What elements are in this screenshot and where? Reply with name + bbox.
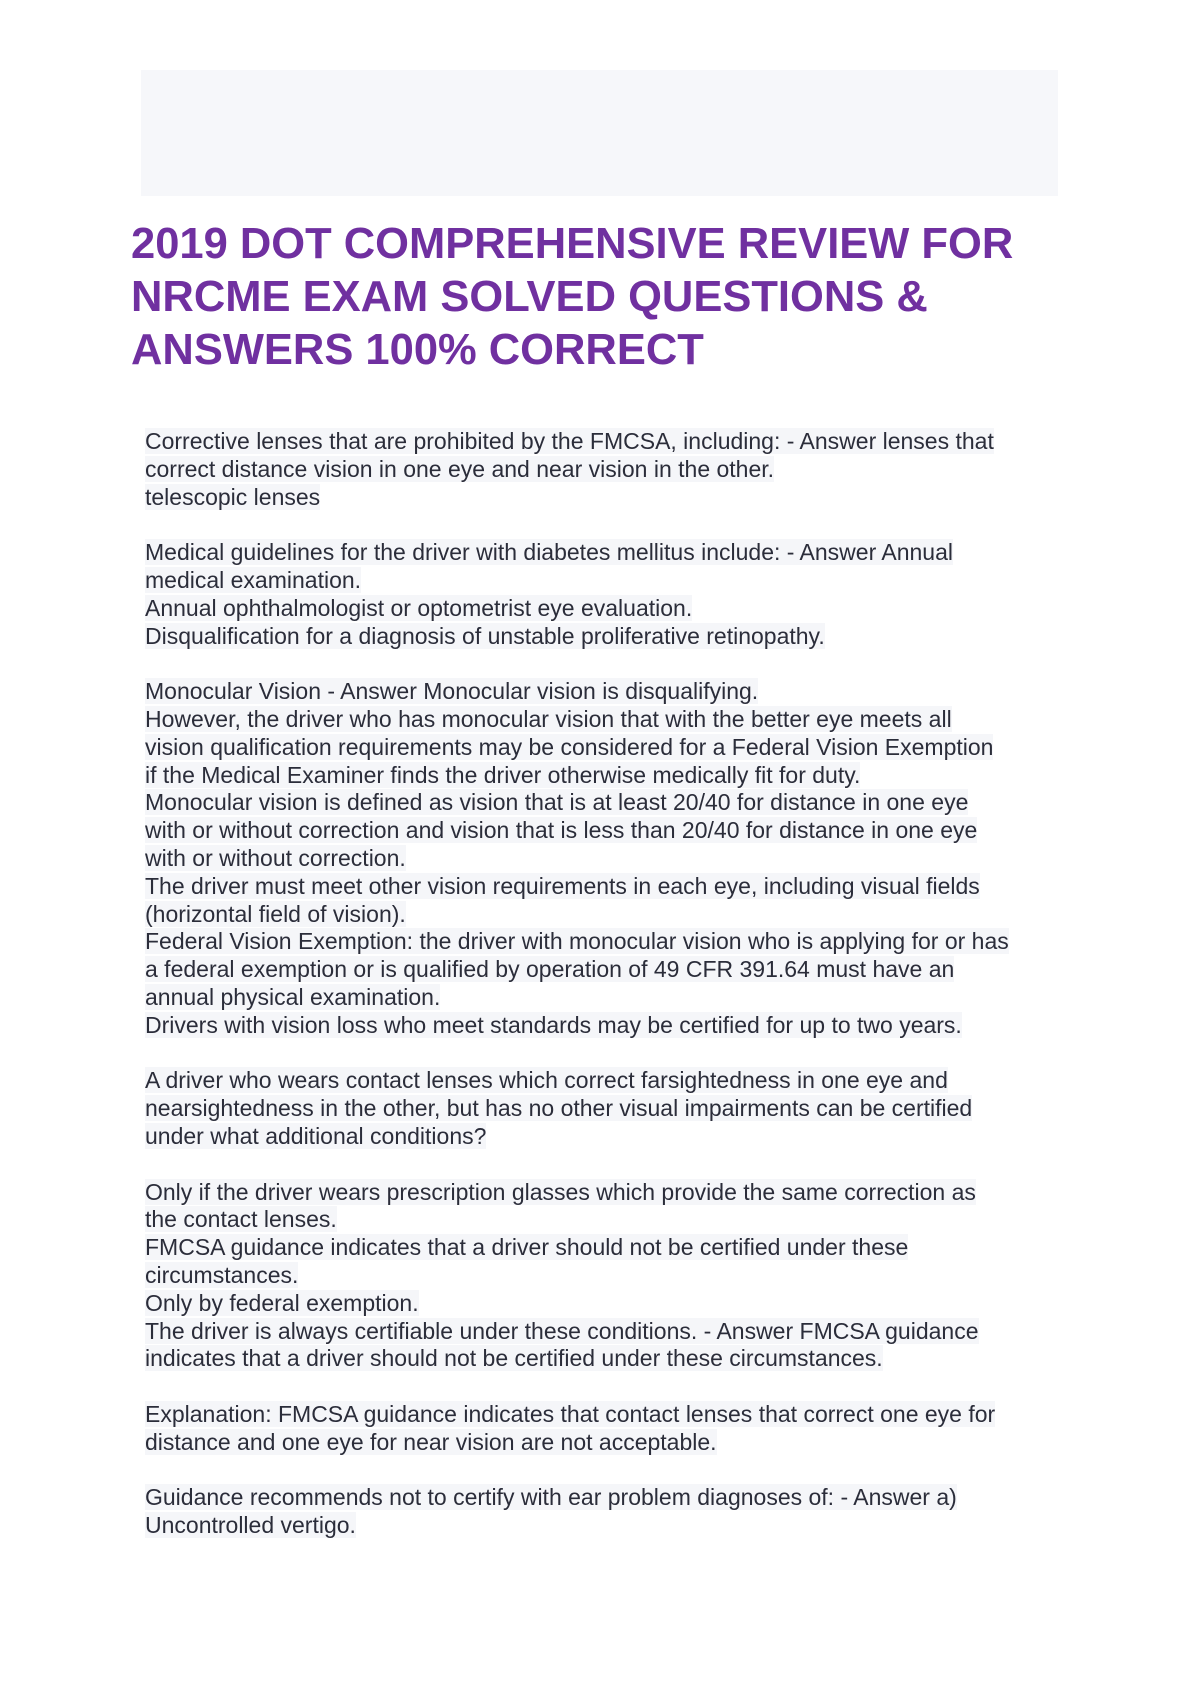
text-line-content: a federal exemption or is qualified by operation of 49 CFR 391.64 must have an bbox=[145, 956, 955, 983]
text-line bbox=[145, 1262, 1075, 1290]
qa-paragraph bbox=[145, 1067, 1075, 1150]
paragraph-gap bbox=[145, 1151, 1075, 1179]
text-line-content: Disqualification for a diagnosis of unstable proliferative retinopathy. bbox=[145, 622, 825, 649]
qa-paragraph bbox=[145, 1179, 1075, 1374]
text-line bbox=[145, 484, 1075, 512]
text-line bbox=[145, 734, 1075, 762]
paragraph-gap bbox=[145, 1456, 1075, 1484]
text-line bbox=[145, 1345, 1075, 1373]
text-line bbox=[145, 789, 1075, 817]
text-line-content: vision qualification requirements may be considered for a Federal Vision Exemption bbox=[145, 733, 994, 760]
paragraph-gap bbox=[145, 1373, 1075, 1401]
text-line-content: (horizontal field of vision). bbox=[145, 900, 406, 927]
text-line bbox=[145, 762, 1075, 790]
text-line bbox=[145, 1179, 1075, 1207]
text-line bbox=[145, 1318, 1075, 1346]
qa-paragraph bbox=[145, 539, 1075, 650]
text-line bbox=[145, 1067, 1075, 1095]
qa-paragraph bbox=[145, 1484, 1075, 1540]
text-line-content: Only by federal exemption. bbox=[145, 1289, 419, 1316]
text-line bbox=[145, 1290, 1075, 1318]
text-line bbox=[145, 1429, 1075, 1457]
paragraph-gap bbox=[145, 511, 1075, 539]
text-line-content: annual physical examination. bbox=[145, 983, 441, 1010]
document-body bbox=[145, 428, 1075, 1540]
text-line bbox=[145, 956, 1075, 984]
text-line bbox=[145, 567, 1075, 595]
text-line-content: Uncontrolled vertigo. bbox=[145, 1512, 356, 1539]
title-line: ANSWERS 100% CORRECT bbox=[131, 326, 704, 374]
document-title bbox=[131, 218, 1071, 377]
text-line bbox=[145, 1095, 1075, 1123]
text-line-content: Monocular Vision - Answer Monocular vision is disqualifying. bbox=[145, 678, 759, 705]
qa-paragraph bbox=[145, 428, 1075, 511]
text-line bbox=[145, 984, 1075, 1012]
text-line bbox=[145, 1206, 1075, 1234]
text-line-content: medical examination. bbox=[145, 566, 362, 593]
text-line-content: with or without correction and vision that is less than 20/40 for distance in one eye bbox=[145, 817, 978, 844]
text-line-content: Federal Vision Exemption: the driver with monocular vision who is applying for or has bbox=[145, 928, 1009, 955]
text-line bbox=[145, 817, 1075, 845]
qa-paragraph bbox=[145, 678, 1075, 1039]
paragraph-gap bbox=[145, 1040, 1075, 1068]
text-line-content: However, the driver who has monocular vision that with the better eye meets all bbox=[145, 705, 952, 732]
text-line bbox=[145, 1012, 1075, 1040]
text-line bbox=[145, 428, 1075, 456]
text-line-content: The driver is always certifiable under these conditions. - Answer FMCSA guidance bbox=[145, 1317, 979, 1344]
text-line bbox=[145, 1401, 1075, 1429]
text-line-content: under what additional conditions? bbox=[145, 1122, 487, 1149]
text-line-content: Annual ophthalmologist or optometrist eye evaluation. bbox=[145, 594, 693, 621]
text-line-content: A driver who wears contact lenses which correct farsightedness in one eye and bbox=[145, 1067, 948, 1094]
text-line-content: circumstances. bbox=[145, 1261, 299, 1288]
header-placeholder-banner bbox=[141, 70, 1058, 196]
text-line-content: Medical guidelines for the driver with diabetes mellitus include: - Answer Annual bbox=[145, 539, 953, 566]
qa-paragraph bbox=[145, 1401, 1075, 1457]
text-line bbox=[145, 456, 1075, 484]
text-line bbox=[145, 1123, 1075, 1151]
title-line: 2019 DOT COMPREHENSIVE REVIEW FOR bbox=[131, 220, 1014, 268]
text-line-content: Only if the driver wears prescription glasses which provide the same correction as bbox=[145, 1178, 976, 1205]
text-line bbox=[145, 1484, 1075, 1512]
text-line bbox=[145, 1512, 1075, 1540]
text-line bbox=[145, 845, 1075, 873]
text-line bbox=[145, 678, 1075, 706]
text-line bbox=[145, 873, 1075, 901]
text-line bbox=[145, 901, 1075, 929]
text-line-content: the contact lenses. bbox=[145, 1206, 337, 1233]
text-line bbox=[145, 706, 1075, 734]
text-line-content: indicates that a driver should not be certified under these circumstances. bbox=[145, 1345, 883, 1372]
text-line bbox=[145, 539, 1075, 567]
paragraph-gap bbox=[145, 650, 1075, 678]
text-line-content: FMCSA guidance indicates that a driver should not be certified under these bbox=[145, 1234, 909, 1261]
text-line bbox=[145, 928, 1075, 956]
title-line: NRCME EXAM SOLVED QUESTIONS & bbox=[131, 273, 928, 321]
text-line-content: Explanation: FMCSA guidance indicates that contact lenses that correct one eye for bbox=[145, 1400, 996, 1427]
text-line-content: if the Medical Examiner finds the driver otherwise medically fit for duty. bbox=[145, 761, 861, 788]
text-line-content: Guidance recommends not to certify with ear problem diagnoses of: - Answer a) bbox=[145, 1484, 957, 1511]
text-line-content: distance and one eye for near vision are not acceptable. bbox=[145, 1428, 717, 1455]
text-line bbox=[145, 1234, 1075, 1262]
text-line-content: correct distance vision in one eye and near vision in the other. bbox=[145, 455, 775, 482]
text-line-content: Corrective lenses that are prohibited by the FMCSA, including: - Answer lenses that bbox=[145, 428, 994, 454]
text-line bbox=[145, 595, 1075, 623]
text-line-content: telescopic lenses bbox=[145, 483, 321, 510]
text-line-content: The driver must meet other vision requirements in each eye, including visual fields bbox=[145, 872, 980, 899]
text-line-content: Drivers with vision loss who meet standards may be certified for up to two years. bbox=[145, 1011, 962, 1038]
text-line-content: Monocular vision is defined as vision that is at least 20/40 for distance in one eye bbox=[145, 789, 969, 816]
text-line bbox=[145, 623, 1075, 651]
text-line-content: with or without correction. bbox=[145, 844, 406, 871]
text-line-content: nearsightedness in the other, but has no other visual impairments can be certified bbox=[145, 1095, 973, 1122]
